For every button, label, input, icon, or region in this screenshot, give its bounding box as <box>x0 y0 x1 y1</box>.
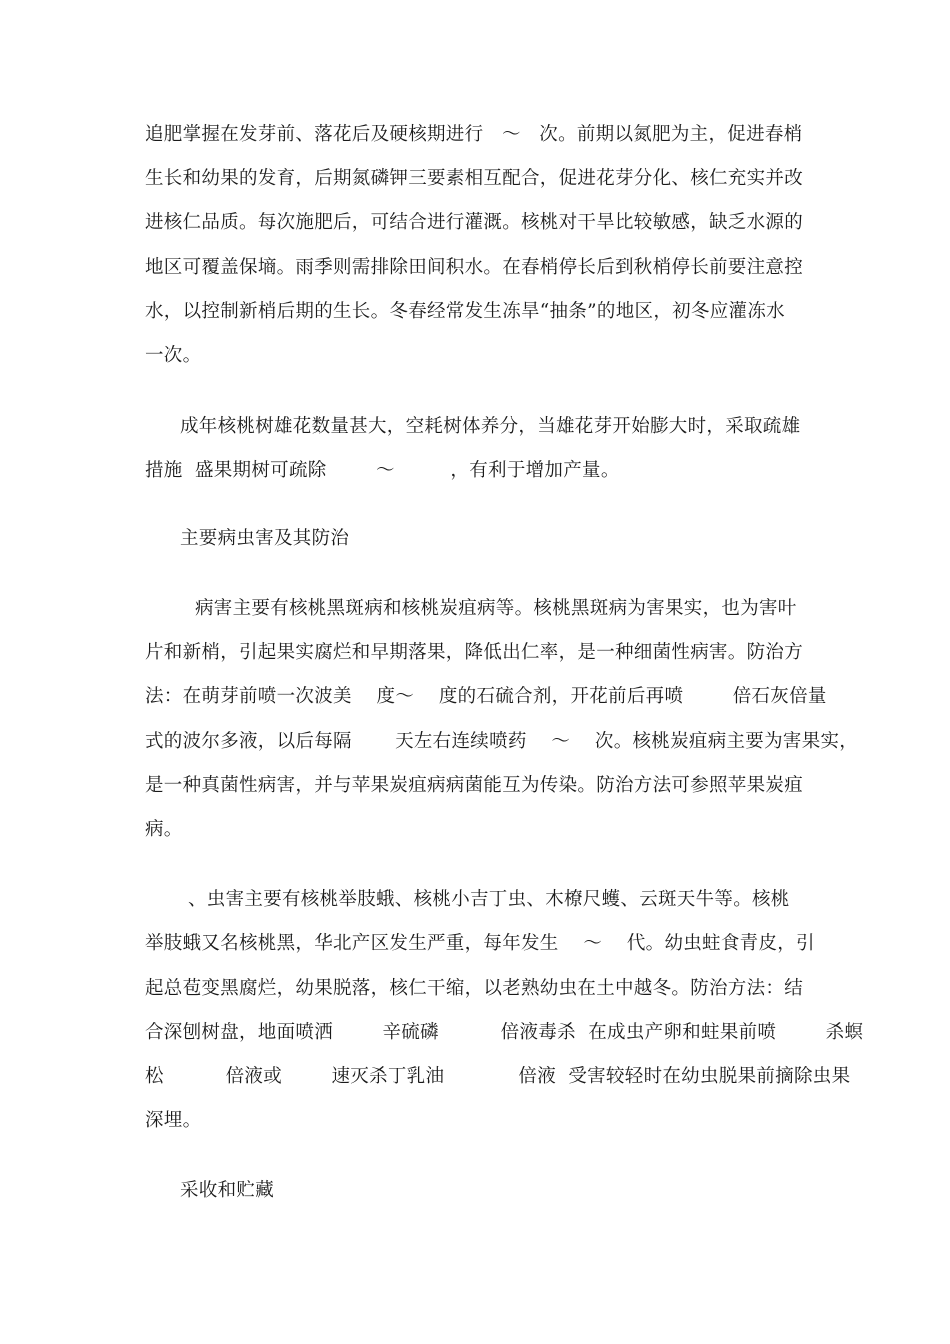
text-line: 病。 <box>145 819 183 840</box>
text-line: 合深刨树盘，地面喷洒 辛硫磷 倍液毒杀 在成虫产卵和蛀果前喷 杀螟 <box>145 1022 864 1043</box>
text-line: 追肥掌握在发芽前、落花后及硬核期进行 ～ 次。前期以氮肥为主，促进春梢 <box>145 124 803 145</box>
text-line: 水，以控制新梢后期的生长。冬春经常发生冻旱“抽条”的地区，初冬应灌冻水 <box>145 301 785 322</box>
section-heading-harvest-storage: 采收和贮藏 <box>180 1180 275 1201</box>
text-line: 深埋。 <box>145 1110 202 1131</box>
text-line: 法：在萌芽前喷一次波美 度～ 度的石硫合剂，开花前后再喷 倍石灰倍量 <box>145 686 827 707</box>
text-line: 是一种真菌性病害，并与苹果炭疽病病菌能互为传染。防治方法可参照苹果炭疽 <box>145 775 804 796</box>
text-line: 松 倍液或 速灭杀丁乳油 倍液 受害较轻时在幼虫脱果前摘除虫果 <box>145 1066 851 1087</box>
text-line: 举肢蛾又名核桃黑，华北产区发生严重，每年发生 ～ 代。幼虫蛀食青皮，引 <box>145 933 815 954</box>
text-line: 一次。 <box>145 345 202 366</box>
text-line: 起总苞变黑腐烂，幼果脱落，核仁干缩，以老熟幼虫在土中越冬。防治方法：结 <box>145 978 804 999</box>
text-line: 片和新梢，引起果实腐烂和早期落果，降低出仁率，是一种细菌性病害。防治方 <box>145 642 804 663</box>
text-line: 式的波尔多液，以后每隔 天左右连续喷药 ～ 次。核桃炭疽病主要为害果实， <box>145 731 859 752</box>
section-heading-pests-diseases: 主要病虫害及其防治 <box>180 528 350 549</box>
text-line: 病害主要有核桃黑斑病和核桃炭疽病等。核桃黑斑病为害果实，也为害叶 <box>195 598 797 619</box>
text-line: 成年核桃树雄花数量甚大，空耗树体养分，当雄花芽开始膨大时，采取疏雄 <box>180 416 801 437</box>
text-line: 生长和幼果的发育，后期氮磷钾三要素相互配合，促进花芽分化、核仁充实并改 <box>145 168 804 189</box>
text-line: 地区可覆盖保墒。雨季则需排除田间积水。在春梢停长后到秋梢停长前要注意控 <box>145 257 804 278</box>
text-line: 、虫害主要有核桃举肢蛾、核桃小吉丁虫、木橑尺蠖、云斑天牛等。核桃 <box>188 889 790 910</box>
text-line: 进核仁品质。每次施肥后，可结合进行灌溉。核桃对干旱比较敏感，缺乏水源的 <box>145 212 804 233</box>
text-line: 措施 盛果期树可疏除 ～ ，有利于增加产量。 <box>145 460 620 481</box>
